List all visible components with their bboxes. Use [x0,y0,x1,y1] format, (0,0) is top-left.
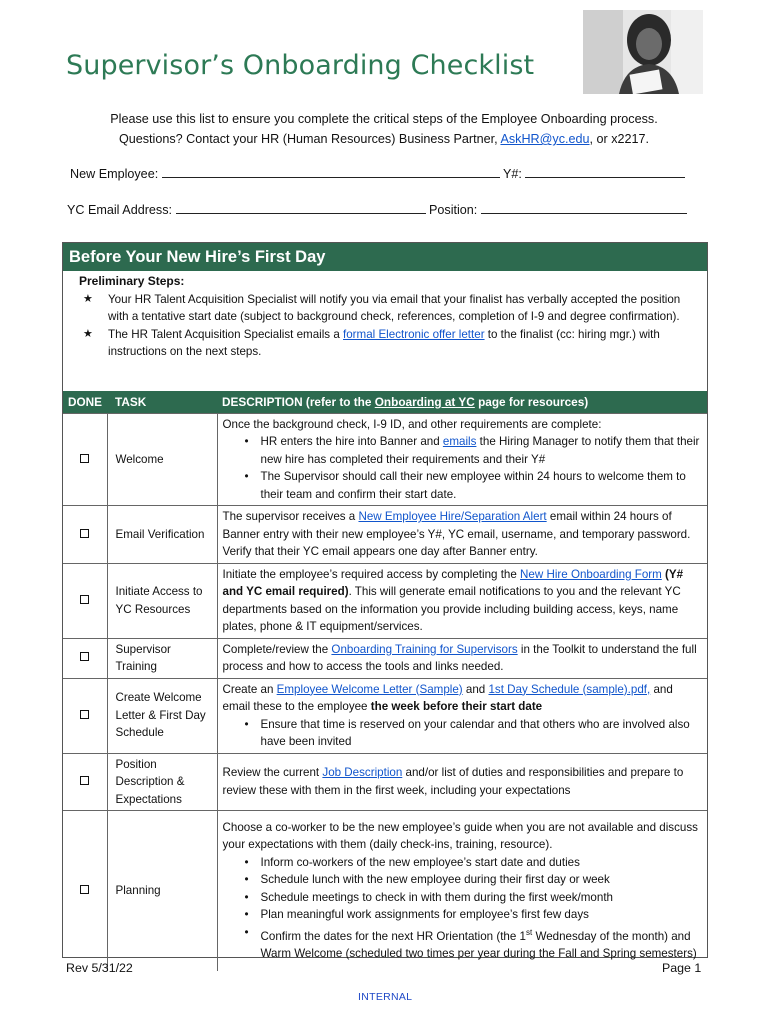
hire-separation-alert-link[interactable]: New Employee Hire/Separation Alert [358,510,547,523]
done-checkbox[interactable] [80,776,89,785]
col-done-header: DONE [63,391,107,413]
prelim-item: ★ The HR Talent Acquisition Specialist emails a formal Electronic offer letter to the finalist (cc: hiring mgr.) with instructions on the next steps. [83,327,660,358]
description-cell: The supervisor receives a New Employee Hire/Separation Alert email within 24 hours of Banner entry with their new employee’s Y#, YC email, username, and temporary password. Verify that their YC email appears one day after Banner entry. [217,506,707,564]
table-row [63,678,707,753]
table-row [63,811,707,971]
list-item: • The Supervisor should call their new employee within 24 hours to welcome them to their team and confirm their start date. [245,468,704,503]
list-item: • Ensure that time is reserved on your calendar and that others who are involved also have been invited [245,716,704,751]
y-number-field[interactable] [525,166,685,178]
askhr-email-link[interactable]: AskHR@yc.edu [500,132,590,146]
description-cell: Complete/review the Onboarding Training for Supervisors in the Toolkit to understand the full process and how to access the tools and links needed. [217,638,707,678]
done-checkbox[interactable] [80,652,89,661]
intro-line-1: Please use this list to ensure you complete the critical steps of the Employee Onboarding process. [110,112,658,126]
position-label: Position: [429,203,478,217]
table-row [63,638,707,678]
prelim-item: ★ Your HR Talent Acquisition Specialist will notify you via email that your finalist has verbally accepted the position with a tentative start date (subject to background check, references, completion of I-9 and degree confirmation). [83,292,681,323]
done-checkbox[interactable] [80,710,89,719]
list-item: • Schedule meetings to check in with them during the first week/month [245,889,704,907]
task-cell: Supervisor Training [107,638,217,678]
description-cell: Choose a co-worker to be the new employee’s guide when you are not available and discuss your expectations with them (daily check-ins, training, resource). • Inform co-workers of the new employee’s start date and duties • Schedule lunch with the new employee during their first day or week • Schedule meetings to check in with them during the first week/month • Plan meaningful work assignments for employee’s first few days • Confirm the dates for the next HR Orientation (the 1st Wednesday of the month) and Warm Welcome (scheduled two times per year during the Fall and Spring semesters) [217,811,707,971]
page-number: Page 1 [662,961,702,975]
task-cell: Welcome [107,413,217,506]
done-checkbox[interactable] [80,454,89,463]
new-employee-label: New Employee: [70,167,159,181]
list-item: • HR enters the hire into Banner and emails the Hiring Manager to notify them that their new hire has completed their requirements and their Y# [245,433,704,468]
table-header-row [63,391,707,413]
done-checkbox[interactable] [80,885,89,894]
section-heading: Before Your New Hire’s First Day [63,243,707,271]
description-cell: Initiate the employee’s required access by completing the New Hire Onboarding Form (Y# and YC email required). This will generate email notifications to you and the relevant YC departments based on the information you provide including building access, keys, name plates, phone & IT equipment/services. [217,563,707,638]
yc-email-label: YC Email Address: [67,203,172,217]
y-number-label: Y#: [502,167,522,181]
table-row [63,563,707,638]
list-item: • Plan meaningful work assignments for employee’s first few days [245,906,704,924]
description-cell: Once the background check, I-9 ID, and other requirements are complete: • HR enters the hire into Banner and emails the Hiring Manager to notify them that their new hire has completed their requirements and their Y# • The Supervisor should call their new employee within 24 hours to welcome them to their team and confirm their start date. [217,413,707,506]
onboarding-training-link[interactable]: Onboarding Training for Supervisors [331,642,518,656]
email-position-row [67,202,687,217]
task-cell: Email Verification [107,506,217,564]
position-field[interactable] [481,202,687,214]
col-desc-header: DESCRIPTION (refer to the Onboarding at YC page for resources) [217,391,707,413]
task-cell: Initiate Access to YC Resources [107,563,217,638]
offer-letter-link[interactable]: formal Electronic offer letter [343,327,485,341]
table-row [63,506,707,564]
yc-email-field[interactable] [176,202,426,214]
description-cell: Review the current Job Description and/or list of duties and responsibilities and prepare to review these with them in the first week, including your expectations [217,753,707,811]
emails-link[interactable]: emails [442,435,477,448]
description-cell: Create an Employee Welcome Letter (Sample) and 1st Day Schedule (sample).pdf, and email these to the employee the week before their start date • Ensure that time is reserved on your calendar and that others who are involved also have been invited [217,678,707,753]
star-bullet-icon: ★ [83,292,93,305]
col-task-header: TASK [107,391,217,413]
classification-label: INTERNAL [358,991,413,1003]
task-cell: Create Welcome Letter & First Day Schedule [107,678,217,753]
done-checkbox[interactable] [80,595,89,604]
task-cell: Position Description & Expectations [107,753,217,811]
list-item: • Inform co-workers of the new employee’s start date and duties [245,854,704,872]
list-item: • Schedule lunch with the new employee during their first day or week [245,871,704,889]
list-item: • Confirm the dates for the next HR Orientation (the 1st Wednesday of the month) and Warm Welcome (scheduled two times per year during the Fall and Spring semesters) [245,924,704,963]
task-table [63,391,707,971]
new-hire-onboarding-form-link[interactable]: New Hire Onboarding Form [520,567,662,581]
intro-text [64,109,704,149]
document-title: Supervisor’s Onboarding Checklist [66,50,535,81]
first-day-section [62,242,708,961]
task-cell: Planning [107,811,217,971]
job-description-link[interactable]: Job Description [322,766,403,780]
welcome-letter-link[interactable]: Employee Welcome Letter (Sample) [276,682,463,696]
new-employee-row [70,166,685,181]
header-photo [583,10,703,94]
preliminary-steps-title: Preliminary Steps: [79,274,185,288]
first-day-schedule-link[interactable]: 1st Day Schedule (sample).pdf, [488,682,651,696]
done-checkbox[interactable] [80,529,89,538]
new-employee-field[interactable] [162,166,500,178]
revision-date: Rev 5/31/22 [66,961,133,975]
preliminary-steps [79,273,699,361]
onboarding-at-yc-link[interactable]: Onboarding at YC [374,394,475,409]
table-row [63,753,707,811]
star-bullet-icon: ★ [83,327,93,340]
table-row [63,413,707,506]
intro-line-2: Questions? Contact your HR (Human Resources) Business Partner, AskHR@yc.edu, or x2217. [118,132,650,146]
